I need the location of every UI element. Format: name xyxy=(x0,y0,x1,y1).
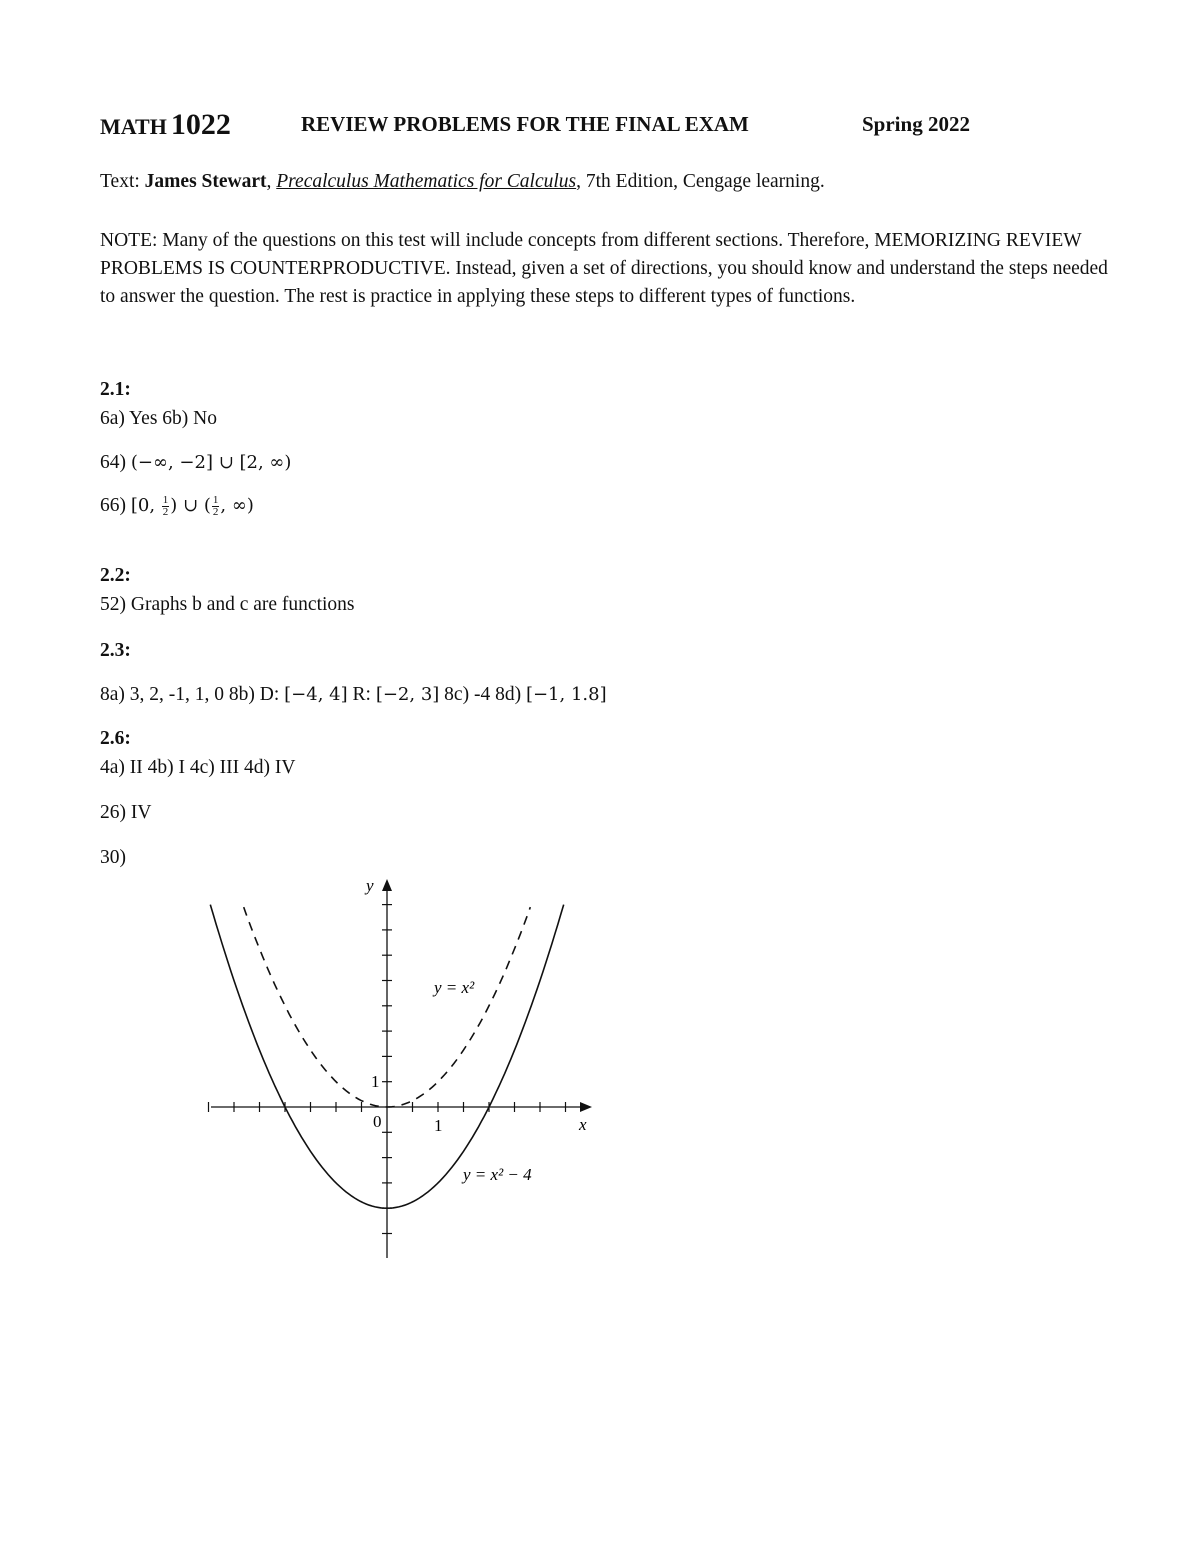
fraction-denominator: 2 xyxy=(212,506,219,519)
x-tick-one-label: 1 xyxy=(434,1116,443,1135)
textbook-edition: , 7th Edition, Cengage learning. xyxy=(576,171,825,192)
answer-64-label: 64) xyxy=(100,452,131,473)
answer-4: 4a) II 4b) I 4c) III 4d) IV xyxy=(100,757,296,778)
answer-66-mid: ) ∪ ( xyxy=(170,495,211,516)
x-axis-label: x xyxy=(579,1115,587,1134)
answer-26: 26) IV xyxy=(100,802,152,823)
solid-curve-label: y = x² − 4 xyxy=(463,1165,532,1184)
fraction-numerator: 1 xyxy=(212,494,219,507)
textbook-title: Precalculus Mathematics for Calculus xyxy=(276,171,577,192)
answer-8d-interval: [−1, 1.8] xyxy=(525,684,607,705)
answer-66-close: , ∞) xyxy=(220,495,254,516)
dashed-curve-label: y = x² xyxy=(434,978,475,997)
course-number: 1022 xyxy=(170,108,231,141)
answer-6: 6a) Yes 6b) No xyxy=(100,408,217,429)
section-2-1-heading: 2.1: xyxy=(100,379,131,400)
origin-label: 0 xyxy=(373,1112,382,1131)
course-prefix: MATH xyxy=(100,114,167,139)
y-tick-one-label: 1 xyxy=(371,1072,380,1091)
answer-66-label: 66) xyxy=(100,495,131,516)
range-interval: [−2, 3] xyxy=(375,684,440,705)
textbook-sep: , xyxy=(266,171,272,192)
note-paragraph: NOTE: Many of the questions on this test will include concepts from different sections. Therefore, MEMORIZING REVIEW PROBLEMS IS COUNTERPRODUCTIVE. Instead, given a set of directions, you should know and understand the steps needed to answer the question. The rest is practice in applying these steps to different types of functions. xyxy=(100,230,1108,308)
answer-8-part2: R: xyxy=(347,684,376,705)
answer-64-interval: (−∞, −2] ∪ [2, ∞) xyxy=(130,452,292,473)
answer-30: 30) xyxy=(100,847,126,868)
section-2-6-heading: 2.6: xyxy=(100,728,131,749)
term-label: Spring 2022 xyxy=(862,112,970,136)
section-2-3-heading: 2.3: xyxy=(100,640,131,661)
section-2-2-heading: 2.2: xyxy=(100,565,131,586)
domain-interval: [−4, 4] xyxy=(284,684,348,705)
y-axis-arrow xyxy=(382,879,392,891)
answer-52: 52) Graphs b and c are functions xyxy=(100,594,355,615)
answer-8-part3: 8c) -4 8d) xyxy=(439,684,526,705)
fraction-numerator: 1 xyxy=(162,494,169,507)
page-title: REVIEW PROBLEMS FOR THE FINAL EXAM xyxy=(301,112,749,136)
x-axis-arrow xyxy=(580,1102,592,1112)
answer-66-open: [0, xyxy=(130,495,161,516)
textbook-author: James Stewart xyxy=(144,171,267,192)
textbook-label: Text: xyxy=(100,171,140,192)
graph-axes xyxy=(209,879,593,1258)
fraction-denominator: 2 xyxy=(162,506,169,519)
y-axis-label: y xyxy=(366,876,374,895)
answer-8-part1: 8a) 3, 2, -1, 1, 0 8b) D: xyxy=(100,684,285,705)
